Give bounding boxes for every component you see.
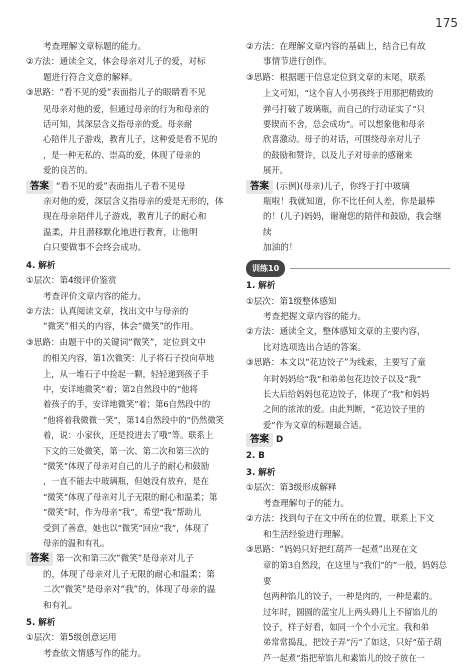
answer-tag: 答案 <box>26 180 53 194</box>
text-line: 爱”作为文章的标题最合适。 <box>263 419 367 430</box>
text-line: 心陪伴儿子游戏，教育儿子，这种爱是看不见的 <box>43 134 218 145</box>
training-divider <box>246 260 450 277</box>
question-5-heading <box>26 616 236 631</box>
text-line: ，一直不能去中玻璃瓶，但她没有放弃，是在 <box>43 476 209 487</box>
text-line: 饺子，样子好看，如同一个个小元宝。我和弟 <box>263 622 429 633</box>
answer-text: D <box>276 435 284 446</box>
question-2-answer: 2. B <box>246 450 265 461</box>
text-line: ②方法：通读全文，整体感知文章的主要内容， <box>246 327 426 338</box>
text-line: “微笑”体现了母亲对自己的儿子的耐心和鼓励 <box>43 460 210 471</box>
text-line: 的鼓励和赞许，以及儿子对母亲的感谢来 <box>263 149 413 160</box>
text-line: ③思路：“看不见的爱”表面指儿子的眼睛看不见 <box>26 88 206 99</box>
answer-text: 瓶啦！我就知道，你不比任何人差，你是最棒 <box>263 197 435 208</box>
text-line: 上，从一堆石子中捡起一颗，轻轻递到孩子手 <box>43 368 209 379</box>
text-line: ③思路：本文以“花边饺子”为线索，主要写了童 <box>246 358 426 369</box>
text-line: 过年时，圆圆的蓝宝儿上两头碍儿上不留馅儿的 <box>263 606 438 617</box>
answer-text: 的！(儿子)妈妈，谢谢您的陪伴和鼓励，我会继续 <box>263 212 442 238</box>
text-line: ③思路：由题干中的关键词“微笑”，定位到文中 <box>26 337 206 348</box>
text-line: 比对选项选出合适的答案。 <box>263 342 367 353</box>
text-line: 话可知，其深层含义指母亲的爱。母亲耐 <box>43 119 193 130</box>
text-line: 受到了善意，她也以“微笑”回应“我”，体现了 <box>43 522 210 533</box>
section-title: 解析 <box>258 281 276 292</box>
text-line: 题进行符合文意的解释。 <box>43 72 138 83</box>
page-number: 175 <box>435 16 458 30</box>
answer-text: 现在母亲陪伴儿子游戏，教育儿子的耐心和 <box>43 212 207 223</box>
question-number: 5. <box>26 618 36 629</box>
text-line: 之间的浓浓的爱。由此判断，“花边饺子里的 <box>263 404 425 415</box>
text-line: ②方法：找到句子在文中所在的位置，联系上下文 <box>246 514 435 525</box>
text-line: ②方法：通读全文，体会母亲对儿子的爱，对标 <box>26 57 206 68</box>
text-line: 考查评价文章内容的能力。 <box>43 291 147 302</box>
text-line: ③思路：根据题干信息定位到文章的末尾，联系 <box>246 72 426 83</box>
divider-line <box>290 268 450 269</box>
text-line: 年时妈妈给“我”和弟弟包花边饺子以及“我” <box>263 373 422 384</box>
text-line: 欣喜激动。母子的对话，可围绕母亲对儿子 <box>263 134 421 145</box>
text-line: ①层次：第4级评价鉴赏 <box>26 276 117 287</box>
text-line: “微笑”时，作为母亲“我”，希望“我”帮助儿 <box>43 507 202 518</box>
text-line: ②方法：认真阅读文章，找出文中与母亲的 <box>26 306 189 317</box>
text-line: ，是一种无私的、崇高的爱，体现了母亲的 <box>43 149 201 160</box>
answer-block <box>26 180 236 257</box>
text-line: 考查理解句子的能力。 <box>263 498 349 509</box>
section-title: 解析 <box>258 467 276 478</box>
text-line: “微笑”体现了母亲对儿子无限的耐心和温柔；第 <box>43 491 218 502</box>
text-line: 考查依文情感写作的能力。 <box>43 648 147 659</box>
text-line: 着，说：小家伙，还是投进去了哦”等。联系上 <box>43 430 214 441</box>
text-line: 上文可知，“这个盲人小男孩终于用那把精致的 <box>263 88 434 99</box>
text-line: 章的第3自然段，在这里与“我们”的“一般，妈妈总要 <box>263 560 447 586</box>
text-line: 的相关内容，第1次微笑：儿子将石子投向草地 <box>43 353 215 364</box>
text-line: 考查把握文章内容的能力。 <box>263 311 367 322</box>
text-line: 见母亲对他的爱，但通过母亲的行为和母亲的 <box>43 103 209 114</box>
left-column <box>26 40 236 662</box>
right-column <box>246 40 450 666</box>
text-line: 要锲而不舍，总会成功”。可以想象他和母亲 <box>263 119 425 130</box>
text-line: “他将着我微微一笑”，第14自然段中的“仍然微笑 <box>43 414 224 425</box>
answer-text: 的，体现了母亲对儿子无限的耐心和温柔；第 <box>43 569 215 580</box>
answer-text: (示例)(母亲)儿子，你终于打中玻璃 <box>276 181 410 192</box>
question-number: 1. <box>246 281 256 292</box>
question-number: 3. <box>246 467 256 478</box>
text-line: 爱的良苦的。 <box>43 165 93 176</box>
text-line: 事情节进行创作。 <box>263 57 332 68</box>
answer-text: 二次“微笑”是母亲对“我”的，体现了母亲的温 <box>43 585 216 596</box>
text-line: “微笑”相关的内容，体会“微笑”的作用。 <box>43 322 199 333</box>
text-line: 下文的三处微笑，第一次、第二次和第三次的 <box>43 445 209 456</box>
question-1-heading <box>246 279 450 294</box>
text-line: ①层次：第3级形成解释 <box>246 483 337 494</box>
answer-text: “看不见的爱”表面指儿子看不见母 <box>56 181 186 192</box>
answer-text: 温柔，并且潜移默化地进行教育，让他明 <box>43 227 198 238</box>
text-line: 弹弓打破了玻璃瓶，而自己的行动证实了“只 <box>263 103 425 114</box>
answer-text: 白只要做事不会终会成功。 <box>43 243 147 254</box>
answer-text: 第一次和第三次“微笑”是母亲对儿子 <box>56 554 194 565</box>
section-title: 解析 <box>38 618 56 629</box>
text-line: 展开。 <box>263 165 288 176</box>
answer-text: 加油的！ <box>263 243 298 254</box>
text-line: ①层次：第5级创意运用 <box>26 633 117 644</box>
training-badge: 训练10 <box>246 260 285 277</box>
answer-text: 和有礼。 <box>43 600 78 611</box>
text-line: 包两种馅儿的饺子，一种是肉的，一种是素的。 <box>263 591 438 602</box>
text-line: ②方法：在理解文章内容的基础上，结合已有故 <box>246 42 426 52</box>
answer-text: 亲对他的爱，深层含义指母亲的爱是无形的，体 <box>43 197 224 208</box>
question-4-heading <box>26 259 236 274</box>
answer-block <box>246 180 450 257</box>
text-line: 弟常常捣乱，把饺子弄“污”了如这，只好“茄子葫 <box>263 637 442 648</box>
text-line: 长大后给妈妈包花边饺子，体现了“我”和妈妈 <box>263 388 430 399</box>
text-line: 芦一起煮”指把荤馅儿和素馅儿的饺子放在一 <box>263 652 425 663</box>
text-line: 中，安详地微笑”着；第2自然段中的“他将 <box>43 383 198 394</box>
text-line: ①层次：第1级整体感知 <box>246 296 337 307</box>
text-line: 着孩子的手，安详地微笑”着；第6自然段中的 <box>43 399 211 410</box>
text-line: 和生活经验进行理解。 <box>263 529 349 540</box>
answer-tag: 答案 <box>26 552 53 566</box>
text-line: 考查理解文章标题的能力。 <box>43 42 147 52</box>
question-3-heading <box>246 466 450 481</box>
question-number: 4. <box>26 260 36 271</box>
answer-tag: 答案 <box>246 180 273 194</box>
text-line: 母亲的温和有礼。 <box>43 538 110 548</box>
answer-block <box>26 552 236 614</box>
answer-tag: 答案 <box>246 433 273 447</box>
section-title: 解析 <box>38 260 56 271</box>
text-line: ③思路：“妈妈只好把红葫芦一起煮”出现在文 <box>246 545 418 555</box>
